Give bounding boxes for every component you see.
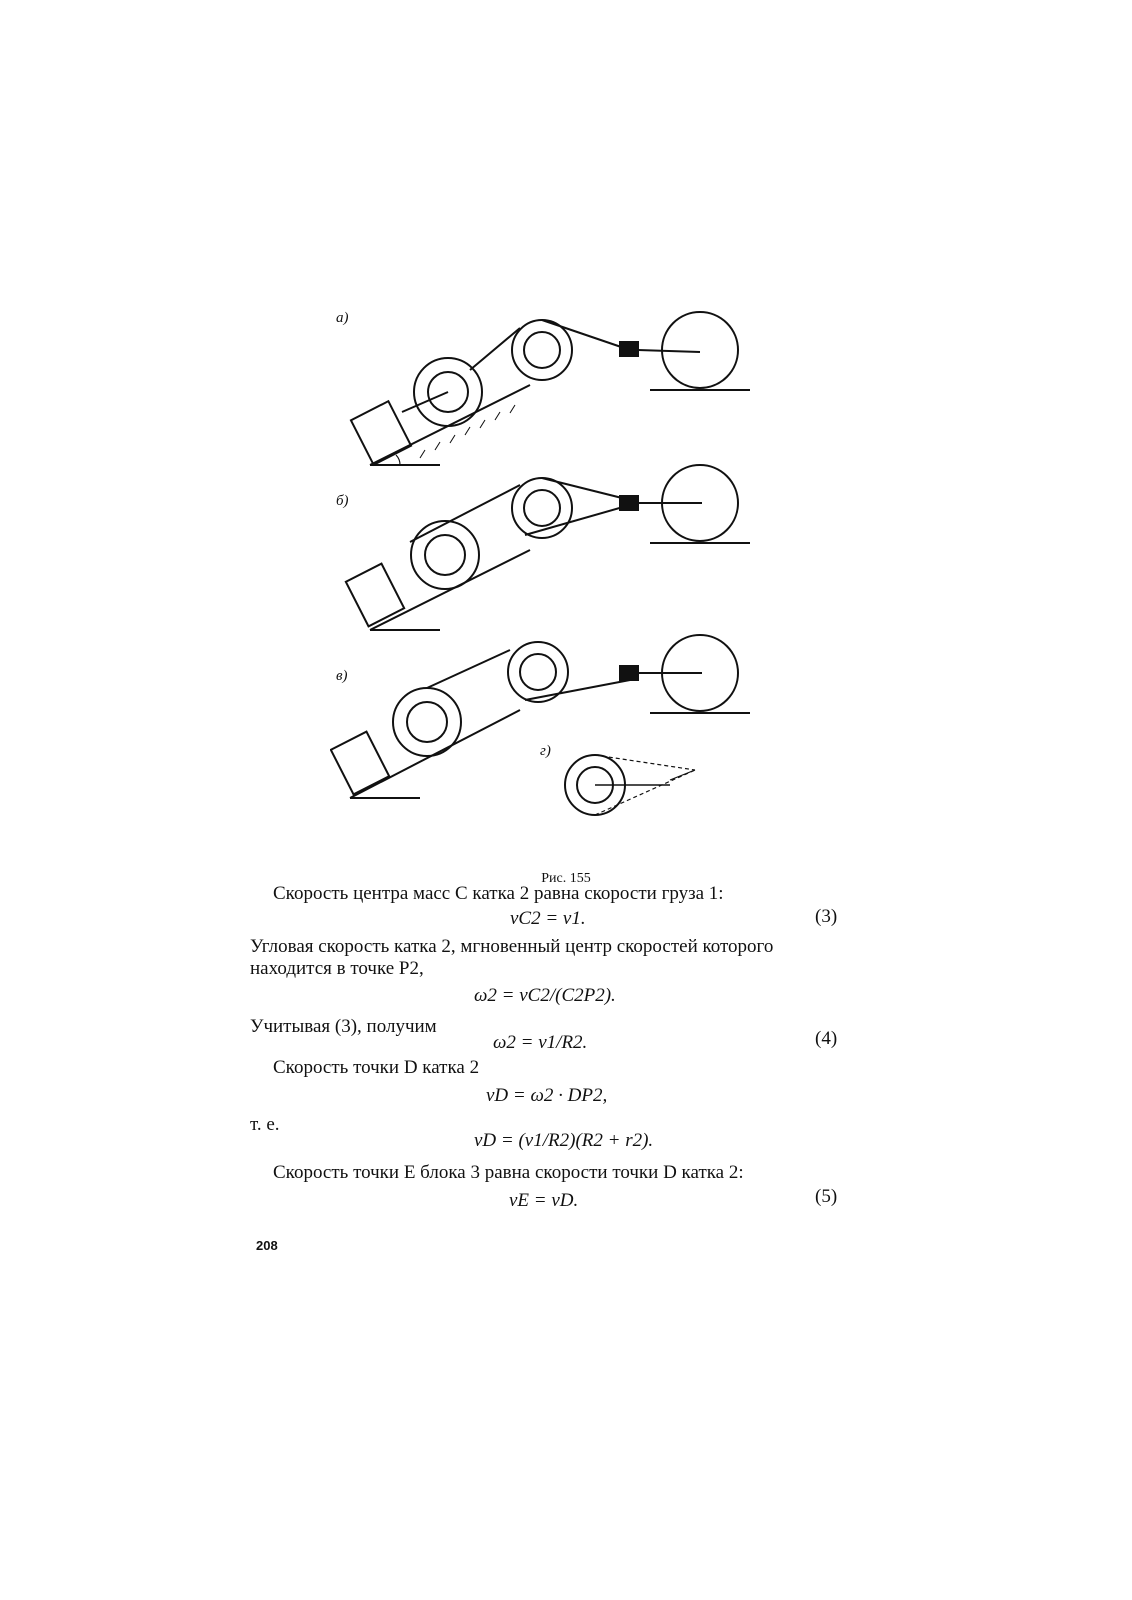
paragraph-1: Скорость центра масс C катка 2 равна скорости груза 1: [273,883,724,904]
panel-label-c: в) [336,668,348,684]
paragraph-4: Скорость точки D катка 2 [273,1057,480,1078]
formula-6: vE = vD. [509,1190,579,1211]
formula-4: vD = ω2 · DP2, [486,1085,608,1106]
mechanism-diagram [330,300,800,860]
formula-5: vD = (v1/R2)(R2 + r2). [474,1130,654,1151]
paragraph-2-line-2: находится в точке P2, [250,958,424,979]
formula-3: ω2 = v1/R2. [493,1032,588,1053]
paragraph-5: т. е. [250,1114,280,1135]
paragraph-2-line-1: Угловая скорость катка 2, мгновенный центр скоростей которого [250,936,774,957]
equation-number-3: (3) [815,906,838,927]
formula-2: ω2 = vC2/(C2P2). [474,985,616,1006]
panel-label-a: а) [336,310,349,326]
paragraph-3: Учитывая (3), получим [250,1016,437,1037]
panel-label-b: б) [336,493,349,509]
paragraph-6: Скорость точки E блока 3 равна скорости точки D катка 2: [273,1162,744,1183]
panel-label-d: г) [540,743,551,759]
figure-155 [330,300,800,860]
equation-number-5: (5) [815,1186,838,1207]
figure-caption: Рис. 155 [541,871,591,886]
equation-number-4: (4) [815,1028,838,1049]
page-number: 208 [256,1238,278,1253]
formula-1: vC2 = v1. [510,908,586,929]
